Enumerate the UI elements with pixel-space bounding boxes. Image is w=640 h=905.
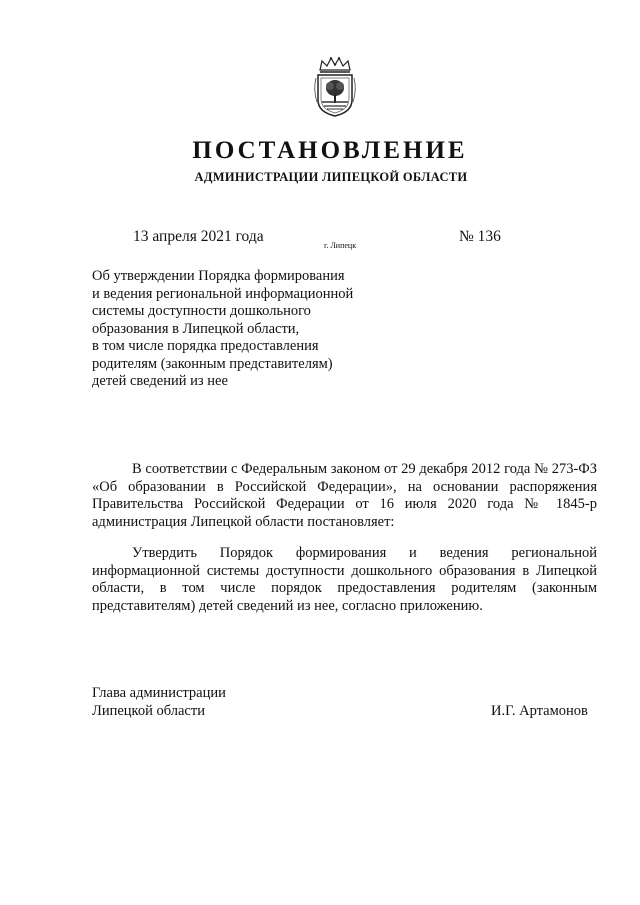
document-number: № 136 [459,228,501,245]
signatory-position-line: Глава администрации [92,685,226,701]
issuing-authority: АДМИНИСТРАЦИИ ЛИПЕЦКОЙ ОБЛАСТИ [194,170,468,184]
resolution-paragraph: Утвердить Порядок формирования и ведения региональной информационной системы доступности дошкольного образования в Липецкой области, в том числе порядок предоставления родителям (законным представителям) детей сведений из нее, согласно приложению. [92,545,597,614]
document-date: 13 апреля 2021 года [133,228,264,245]
subject-line: образования в Липецкой области, [92,320,300,337]
subject-line: Об утверждении Порядка формирования [92,268,345,284]
document-place: г. Липецк [324,241,357,250]
signatory-position-line: Липецкой области [92,702,205,719]
subject-line: системы доступности дошкольного [92,303,311,319]
document-title: ПОСТАНОВЛЕНИЕ [192,137,468,164]
lipetsk-oblast-coat-of-arms-icon [312,56,358,118]
document-subject [92,268,392,391]
signatory-name: И.Г. Артамонов [491,703,588,719]
signatory-position [92,685,226,720]
preamble-paragraph: В соответствии с Федеральным законом от 29 декабря 2012 года № 273-ФЗ «Об образовании в Российской Федерации», на основании распоряжения Правительства Российской Федерации от 16 июля 2020 года № 1845-р администрация Липецкой области постановляет: [92,461,597,530]
subject-line: родителям (законным представителям) [92,355,333,372]
subject-line: детей сведений из нее [92,373,228,389]
subject-line: в том числе порядка предоставления [92,338,319,354]
subject-line: и ведения региональной информационной [92,285,354,302]
